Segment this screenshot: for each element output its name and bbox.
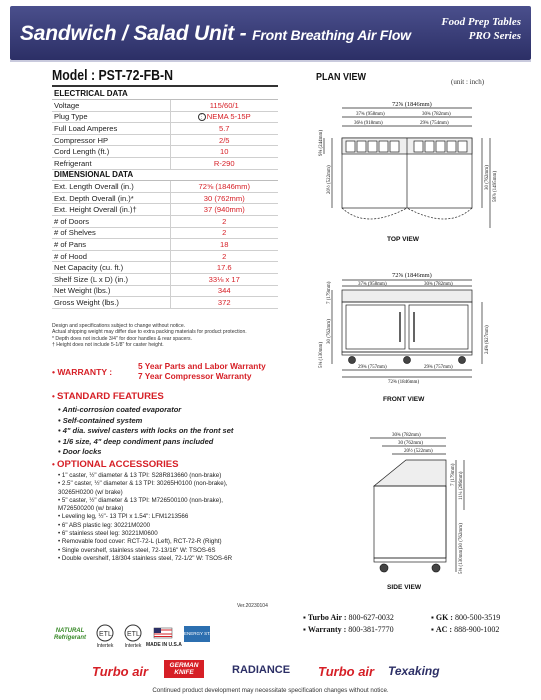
feature-item: • Door locks — [58, 447, 102, 457]
feature-item: • 1/6 size, 4" deep condiment pans included — [58, 436, 214, 446]
dim-side-hood: 7 (179mm) — [451, 463, 456, 486]
spec-value: 30 (762mm) — [170, 192, 278, 204]
dim-side-pan: 20½ (522mm) — [404, 449, 433, 454]
spec-row — [52, 192, 278, 204]
spec-value: 72⅝ (1846mm) — [170, 181, 278, 193]
contact-warranty: ▪ Warranty : 800-381-7770 — [303, 624, 394, 634]
spec-label: Ext. Length Overall (in.) — [52, 181, 170, 193]
spec-value: 2 — [170, 250, 278, 262]
intertek-logo-1 — [94, 624, 116, 642]
spec-value: 344 — [170, 285, 278, 297]
dim-front-half-left: 37¾ (958mm) — [358, 282, 387, 287]
dim-side-h: 11¼ (286mm) — [459, 471, 464, 500]
warranty-text — [138, 362, 266, 382]
accessory-item: • 6" stainless steel leg: 30221M0600 — [58, 530, 158, 538]
spec-notes — [52, 323, 282, 349]
brand-turbo-air-2: Turbo air — [318, 664, 375, 679]
dim-side-depth-b: 30 (762mm) — [398, 441, 423, 446]
dim-side-caster: 5⅛ (130mm) — [459, 547, 464, 574]
spec-label: Net Capacity (cu. ft.) — [52, 262, 170, 274]
spec-label: # of Doors — [52, 216, 170, 228]
dim-front-total: 24⅝ (627mm) — [485, 325, 490, 354]
brand-turbo-air-1: Turbo air — [92, 664, 149, 679]
svg-text:ETL: ETL — [127, 631, 140, 638]
spec-value: 37 (940mm) — [170, 204, 278, 216]
feature-item: • Anti-corrosion coated evaporator — [58, 405, 182, 414]
spec-label: Voltage — [52, 100, 170, 112]
spec-table — [52, 88, 278, 309]
side-view-label: SIDE VIEW — [387, 584, 422, 591]
intertek-label-1: Intertek — [96, 643, 114, 649]
spec-label: Gross Weight (lbs.) — [52, 297, 170, 309]
spec-label: # of Pans — [52, 239, 170, 251]
spec-label: # of Hood — [52, 250, 170, 262]
spec-label: Net Weight (lbs.) — [52, 285, 170, 297]
spec-value: 115/60/1 — [170, 100, 278, 112]
spec-row — [52, 158, 278, 170]
natural-refrigerant-logo: NATURAL Refrigerant — [53, 628, 86, 641]
spec-section-label: DIMENSIONAL DATA — [52, 169, 278, 181]
accessory-item: • 1" caster, ½" diameter & 13 TPI: S28R813660 (non-brake) — [58, 472, 222, 479]
dim-side-depth: 30¾ (782mm) — [392, 433, 421, 438]
footer-note: Continued product development may necessitate specification changes without notice. — [152, 687, 389, 694]
spec-section-row — [52, 169, 278, 181]
accessory-item: • 6" ABS plastic leg: 30221M0200 — [58, 521, 151, 529]
accessory-item: • 2.5" caster, ½" diameter & 13 TPI: 30265H0100 (non-brake), — [58, 480, 228, 488]
spec-label: Plug Type — [52, 111, 170, 123]
accessory-item: M726500200 (w/ brake) — [58, 505, 124, 513]
spec-label: Shelf Size (L x D) (in.) — [52, 274, 170, 286]
brand-texaking: Texaking — [388, 664, 440, 678]
header-banner — [10, 6, 531, 60]
spec-section-row — [52, 88, 278, 100]
spec-section-label: ELECTRICAL DATA — [52, 88, 278, 100]
dim-top-depth-c: 58⅞ (1495mm) — [493, 170, 498, 202]
energy-star-logo: ENERGY STAR — [184, 626, 210, 642]
brand-german-knife: GERMAN KNIFE — [164, 660, 204, 678]
front-view-drawing — [332, 280, 482, 377]
spec-row — [52, 181, 278, 193]
features-heading: • STANDARD FEATURES — [52, 391, 164, 402]
side-view-drawing — [370, 438, 464, 572]
version-label: Ver.20230104 — [237, 603, 268, 609]
spec-row — [52, 285, 278, 297]
dim-front-bottom-a: 29¾ (757mm) — [358, 365, 387, 370]
unit-label: (unit : inch) — [451, 78, 485, 86]
note-line: † Height does not include 5-1/8" for caster height. — [52, 342, 164, 349]
dim-top-depth-a: 20½ (522mm) — [327, 165, 332, 194]
dim-front-caster: 5⅛ (130mm) — [319, 341, 324, 368]
dim-top-depth-d: 30 (762mm) — [485, 165, 490, 190]
spec-row — [52, 297, 278, 309]
dim-front-body: 30 (762mm) — [327, 319, 332, 344]
spec-row — [52, 100, 278, 112]
series-line-1: Food Prep Tables — [441, 16, 521, 28]
plan-view-title: PLAN VIEW — [316, 72, 367, 83]
series-label — [441, 15, 521, 43]
page-title: Sandwich / Salad Unit - Front Breathing Air Flow — [20, 22, 411, 45]
spec-value: 372 — [170, 297, 278, 309]
spec-row — [52, 134, 278, 146]
spec-row — [52, 274, 278, 286]
accessory-item: 30265H0200 (w/ brake) — [58, 488, 123, 496]
flag-icon — [152, 622, 174, 642]
spec-value: 5.7 — [170, 123, 278, 135]
spec-label: Full Load Amperes — [52, 123, 170, 135]
certification-logos — [52, 622, 216, 650]
contact-block — [303, 612, 501, 635]
spec-row — [52, 146, 278, 158]
spec-value: 10 — [170, 146, 278, 158]
spec-row — [52, 216, 278, 228]
dim-front-half-right: 30¾ (782mm) — [424, 282, 453, 287]
spec-value: 2/5 — [170, 134, 278, 146]
series-line-2: PRO Series — [468, 30, 521, 42]
plug-icon: ⋮ — [199, 114, 205, 121]
spec-value: R-290 — [170, 158, 278, 170]
spec-value — [170, 111, 278, 123]
dim-front-overall: 72⅝ (1846mm) — [392, 272, 432, 279]
dim-inner-left: 36⅛ (918mm) — [354, 121, 383, 126]
warranty-line-1: 5 Year Parts and Labor Warranty — [138, 361, 266, 371]
warranty-line-2: 7 Year Compressor Warranty — [138, 370, 252, 381]
spec-value: 33⅛ x 17 — [170, 274, 278, 286]
dim-front-bottom-b: 29¾ (757mm) — [424, 365, 453, 370]
features-list — [58, 405, 233, 458]
contact-turbo-air: ▪ Turbo Air : 800-627-0032 — [303, 613, 394, 622]
accessory-item: • Double overshelf, 18/304 stainless steel, 72-1/2" W: TSOS-6R — [58, 554, 233, 562]
contact-ac: ▪ AC : 888-900-1002 — [431, 624, 500, 634]
spec-value: 17.6 — [170, 262, 278, 274]
svg-text:ETL: ETL — [99, 631, 112, 638]
feature-item: • 4" dia. swivel casters with locks on the front set — [58, 426, 234, 436]
spec-value: 2 — [170, 216, 278, 228]
dim-half-right: 30¾ (782mm) — [422, 112, 451, 117]
top-view-label: TOP VIEW — [387, 236, 419, 243]
spec-value: 18 — [170, 239, 278, 251]
spec-label: Cord Length (ft.) — [52, 146, 170, 158]
note-line: * Depth does not include 3/4" for door handles & rear spacers. — [52, 335, 192, 342]
contact-col-2 — [431, 612, 500, 635]
spec-row — [52, 204, 278, 216]
dim-half-left: 37¾ (958mm) — [356, 112, 385, 117]
note-line: Design and specifications subject to change without notice. — [52, 323, 186, 329]
intertek-label-2: Intertek — [124, 643, 142, 649]
spec-label: Compressor HP — [52, 134, 170, 146]
accessory-item: • Single overshelf, stainless steel, 72-13/16" W: TSOS-6S — [58, 546, 216, 554]
warranty-label: • WARRANTY : — [52, 367, 113, 377]
contact-gk: ▪ GK : 800-500-3519 — [431, 613, 501, 622]
intertek-logo-2 — [122, 624, 144, 642]
brand-radiance: RADIANCE — [232, 664, 291, 676]
note-line: Actual shipping weight may differ due to extra packing materials for product protection. — [52, 329, 247, 336]
accessory-item: • 5" caster, ½" diameter & 13 TPI: M726500100 (non-brake), — [58, 496, 224, 504]
spec-value: 2 — [170, 227, 278, 239]
front-view-label: FRONT VIEW — [383, 396, 425, 403]
spec-label: Ext. Depth Overall (in.)* — [52, 192, 170, 204]
brand-logo-row — [0, 658, 541, 682]
plan-drawings — [296, 90, 531, 610]
spec-label: Ext. Height Overall (in.)† — [52, 204, 170, 216]
spec-row — [52, 123, 278, 135]
header-divider — [10, 60, 531, 62]
spec-row — [52, 227, 278, 239]
page-subtitle: Front Breathing Air Flow — [252, 27, 411, 43]
dim-front-top: 7 (179mm) — [327, 281, 332, 304]
accessory-item: • Removable food cover: RCT-72-L (Left), RCT-72-R (Right) — [58, 538, 222, 546]
spec-row — [52, 239, 278, 251]
dim-overall-length: 72⅝ (1846mm) — [392, 101, 432, 108]
spec-row — [52, 250, 278, 262]
spec-row — [52, 262, 278, 274]
accessories-heading: • OPTIONAL ACCESSORIES — [52, 459, 179, 470]
feature-item: • Self-contained system — [58, 415, 143, 425]
dim-side-body: 30 (762mm) — [459, 523, 464, 548]
spec-label: Refrigerant — [52, 158, 170, 170]
top-view-drawing — [324, 108, 490, 228]
accessories-list — [58, 472, 288, 563]
spec-value-text: NEMA 5-15P — [206, 112, 251, 122]
dim-inner-right: 29¾ (754mm) — [420, 121, 449, 126]
dim-top-depth-b: 9⅝ (244mm) — [319, 129, 324, 156]
model-underline — [52, 85, 278, 87]
spec-row — [52, 111, 278, 123]
spec-label: # of Shelves — [52, 227, 170, 239]
made-in-usa-label: MADE IN U.S.A — [146, 642, 182, 648]
accessory-item: • Leveling leg, ½"- 13 TPI x 1.54": LFM1213566 — [58, 513, 189, 521]
dim-front-overall-bottom: 72⅝ (1846mm) — [388, 380, 420, 385]
model-title: Model : PST-72-FB-N — [52, 67, 173, 84]
